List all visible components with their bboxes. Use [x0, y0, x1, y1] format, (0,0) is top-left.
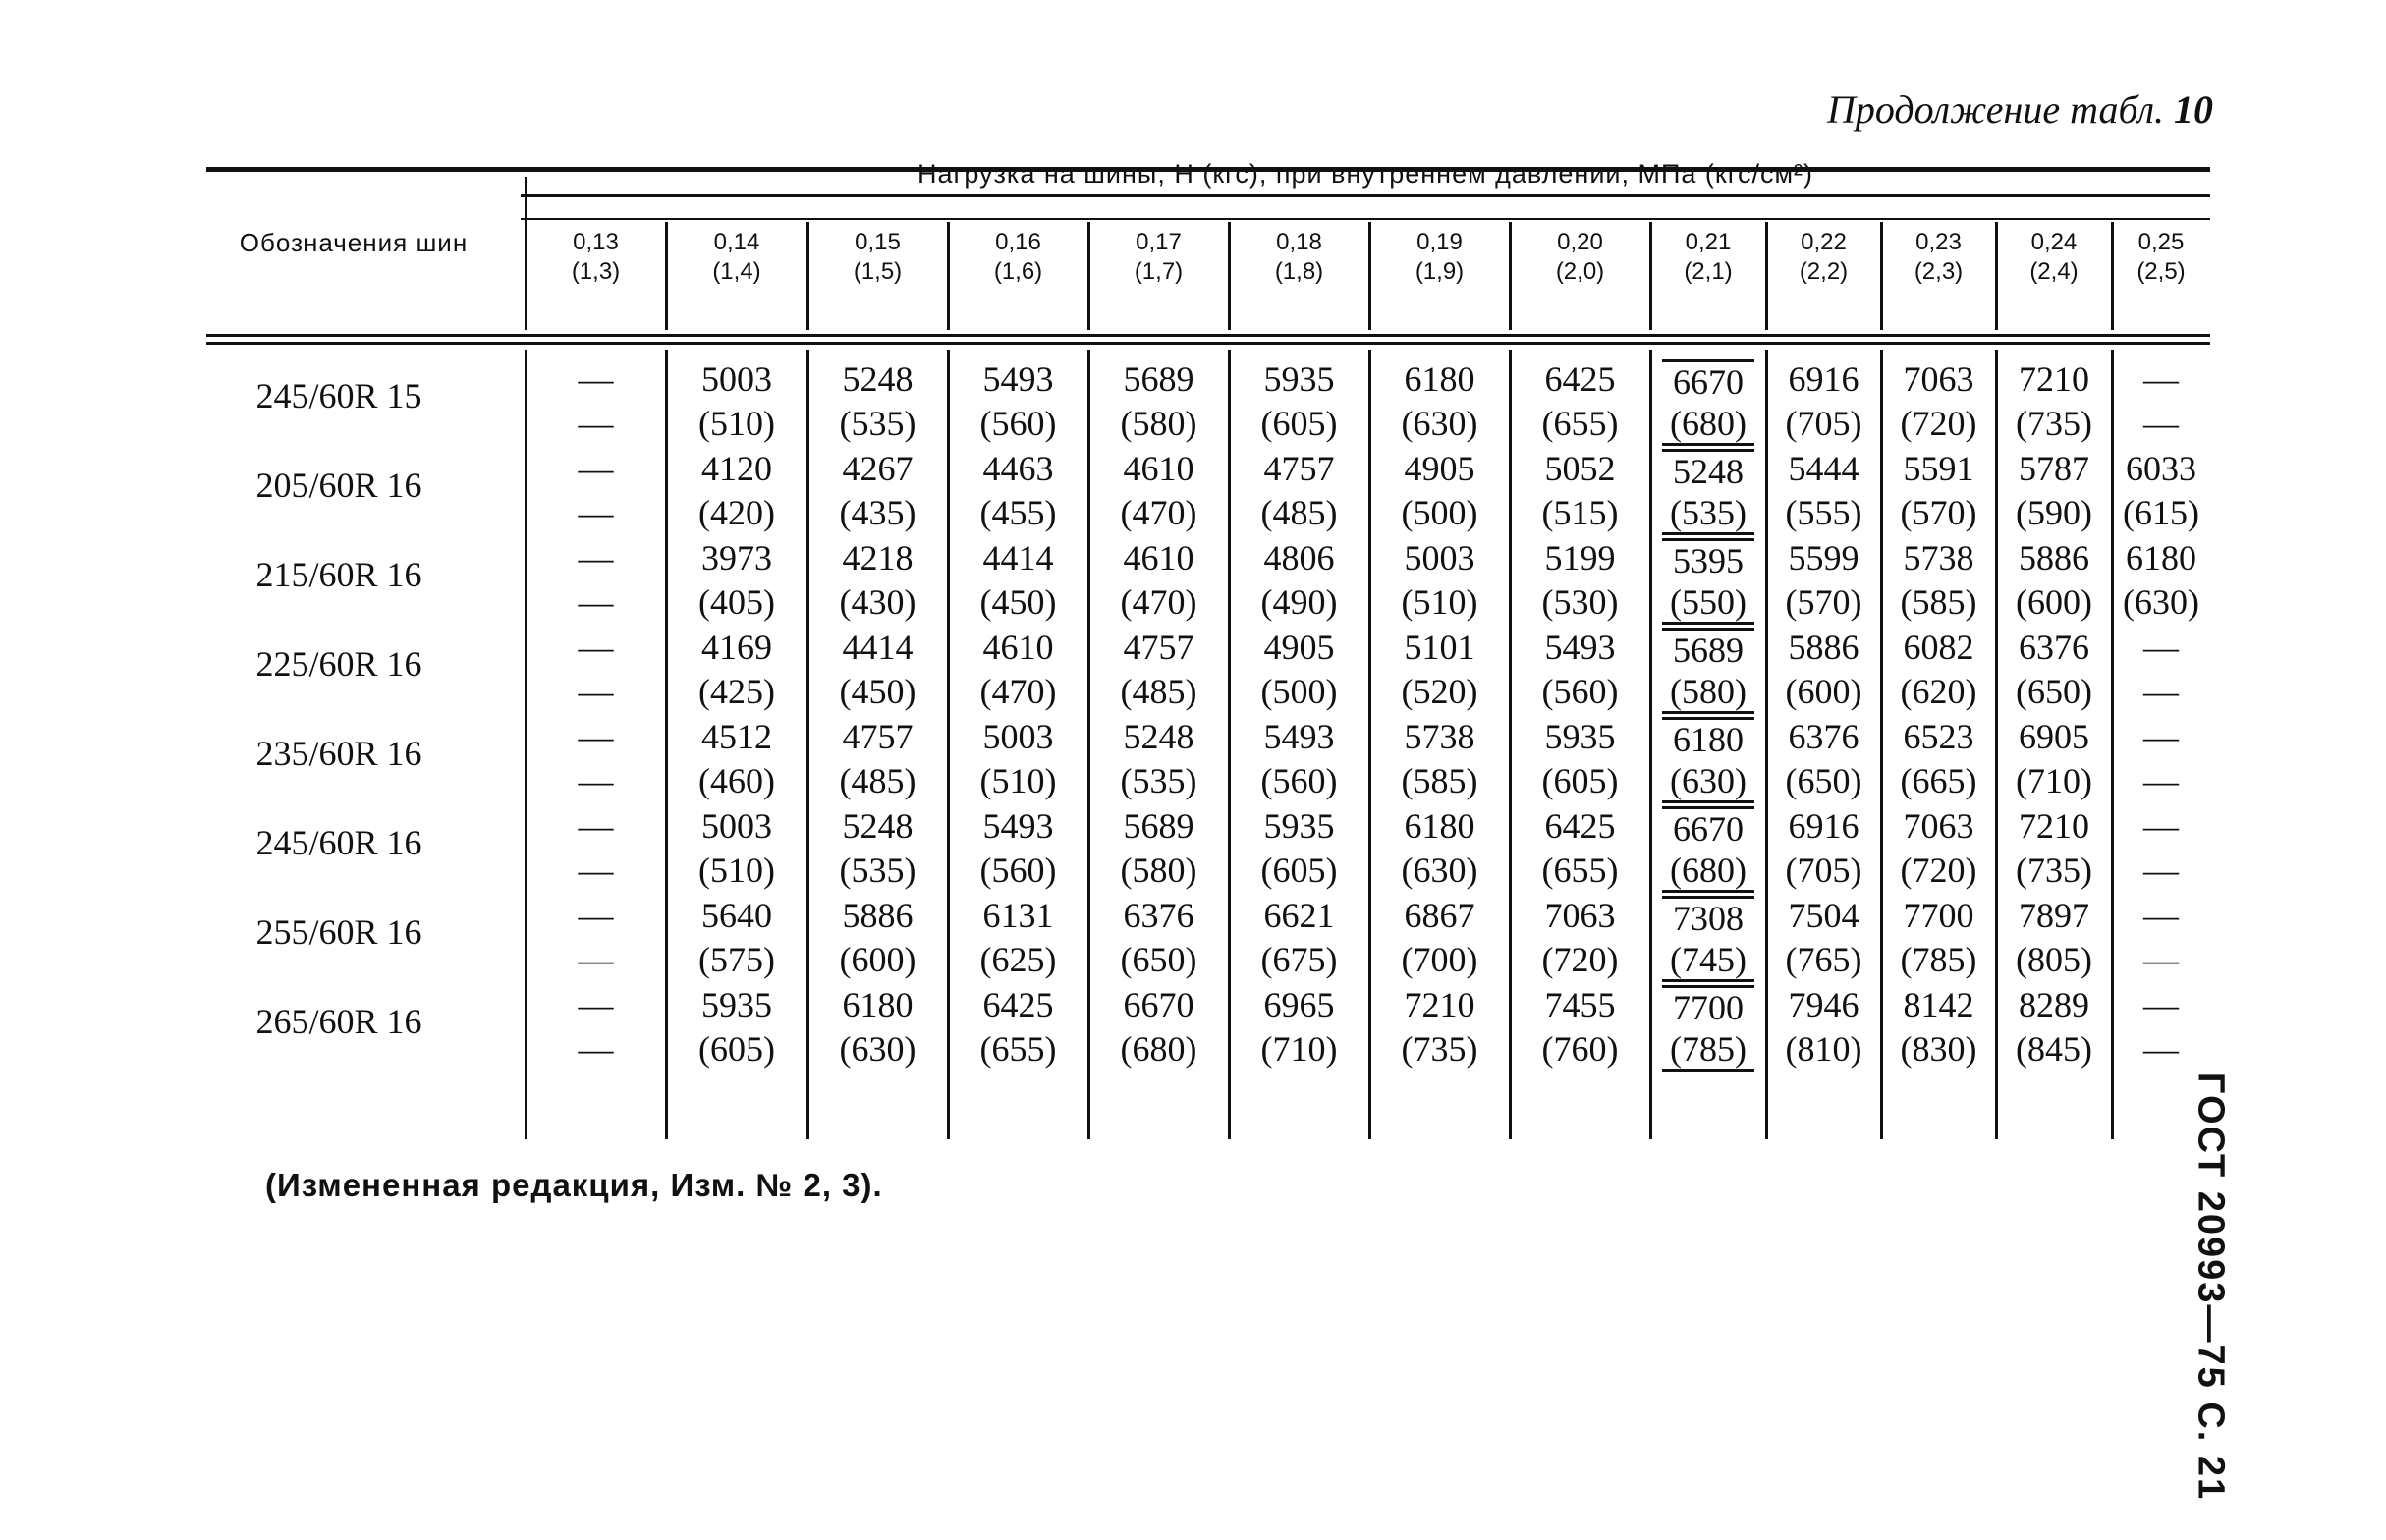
pressure-mpa: 0,18 [1276, 229, 1322, 255]
tire-designation: 215/60R 16 [255, 555, 422, 594]
load-value-newton: 7308 [1662, 896, 1754, 938]
load-value-newton: 5886 [1788, 628, 1859, 667]
load-value-kgf: (650) [2016, 672, 2092, 711]
load-value-newton: 6425 [982, 985, 1054, 1024]
load-value-newton: 4414 [982, 538, 1054, 578]
load-value-newton: 4267 [842, 449, 914, 488]
load-value-kgf: (485) [839, 761, 916, 800]
load-value-kgf: (720) [1900, 404, 1977, 443]
load-value-kgf: (420) [698, 493, 775, 532]
column-divider [806, 222, 809, 330]
load-value-newton: 4610 [1123, 538, 1194, 578]
load-value-kgf: — [2143, 1029, 2179, 1069]
load-value-kgf: (535) [839, 851, 916, 890]
pressure-mpa: 0,23 [1915, 229, 1962, 255]
load-value-kgf: (735) [2016, 851, 2092, 890]
load-value-kgf: (510) [1401, 582, 1478, 622]
load-value-kgf: (575) [698, 940, 775, 979]
load-value-newton: 8142 [1903, 985, 1974, 1024]
load-value-newton: — [2143, 985, 2179, 1024]
load-value-kgf: (510) [979, 761, 1057, 800]
pressure-kgf: (1,7) [1134, 258, 1184, 285]
group-header-rule [521, 194, 2210, 197]
load-value-newton: 5493 [982, 806, 1054, 846]
load-value-newton: 4463 [982, 449, 1054, 488]
load-value-kgf: (785) [1662, 1029, 1754, 1072]
load-value-kgf: (585) [1401, 761, 1478, 800]
pressure-mpa: 0,16 [995, 229, 1041, 255]
load-value-newton: 8289 [2019, 985, 2089, 1024]
load-value-newton: 6180 [1404, 359, 1475, 399]
load-value-newton: 6180 [1662, 717, 1754, 759]
pressure-kgf: (1,8) [1274, 258, 1324, 285]
load-value-newton: 5787 [2019, 449, 2089, 488]
load-value-newton: — [578, 985, 614, 1024]
tire-designation-header: Обозначения шин [239, 228, 469, 257]
load-value-kgf: (830) [1900, 1029, 1977, 1069]
column-divider [1509, 222, 1512, 330]
load-value-newton: 6180 [842, 985, 914, 1024]
load-value-newton: 5689 [1123, 359, 1194, 399]
load-value-kgf: (535) [839, 404, 916, 443]
load-value-kgf: (680) [1662, 851, 1754, 893]
load-value-kgf: — [578, 1029, 614, 1069]
load-value-newton: 7946 [1788, 985, 1859, 1024]
load-value-kgf: (570) [1785, 582, 1862, 622]
load-value-newton: 6670 [1662, 806, 1754, 849]
load-value-kgf: (665) [1900, 761, 1977, 800]
load-value-newton: 5248 [842, 806, 914, 846]
load-value-kgf: (560) [979, 851, 1057, 890]
load-value-kgf: (675) [1260, 940, 1338, 979]
tire-designation: 255/60R 16 [255, 912, 422, 952]
pressure-header-cell [1766, 228, 1881, 287]
pressure-mpa: 0,19 [1416, 229, 1463, 255]
load-value-kgf: (460) [698, 761, 775, 800]
load-value-newton: 6180 [2126, 538, 2196, 578]
load-value-kgf: (655) [1541, 404, 1619, 443]
load-value-kgf: (845) [2016, 1029, 2092, 1069]
load-value-kgf: (805) [2016, 940, 2092, 979]
load-value-kgf: (710) [2016, 761, 2092, 800]
pressure-mpa: 0,13 [573, 229, 619, 255]
load-value-kgf: (625) [979, 940, 1057, 979]
load-value-kgf: (680) [1120, 1029, 1197, 1069]
load-value-newton: 4610 [1123, 449, 1194, 488]
continuation-text: Продолжение табл. [1827, 87, 2165, 132]
load-value-newton: — [578, 538, 614, 578]
load-value-newton: — [2143, 806, 2179, 846]
load-value-kgf: — [2143, 672, 2179, 711]
load-value-newton: — [2143, 628, 2179, 667]
load-value-kgf: (580) [1120, 851, 1197, 890]
load-value-newton: 4610 [982, 628, 1054, 667]
load-value-kgf: — [578, 761, 614, 800]
load-value-newton: 5493 [1544, 628, 1616, 667]
pressure-header-cell [1881, 228, 1996, 287]
load-value-kgf: (485) [1120, 672, 1197, 711]
load-value-newton: 4757 [1263, 449, 1335, 488]
load-value-kgf: (515) [1541, 493, 1619, 532]
load-value-kgf: (735) [1401, 1029, 1478, 1069]
load-value-newton: 6905 [2019, 717, 2089, 756]
load-value-newton: — [578, 717, 614, 756]
load-value-kgf: (650) [1785, 761, 1862, 800]
pressure-header-cell [948, 228, 1088, 287]
load-value-kgf: (455) [979, 493, 1057, 532]
load-value-kgf: (470) [1120, 493, 1197, 532]
load-value-kgf: (560) [979, 404, 1057, 443]
pressure-header-cell [1996, 228, 2112, 287]
load-value-newton: 5052 [1544, 449, 1616, 488]
load-value-kgf: — [578, 940, 614, 979]
load-value-kgf: (700) [1401, 940, 1478, 979]
column-divider [1228, 222, 1231, 330]
load-value-kgf: (470) [979, 672, 1057, 711]
load-value-newton: 5886 [842, 896, 914, 935]
pressure-kgf: (2,3) [1914, 258, 1964, 285]
load-value-kgf: (500) [1401, 493, 1478, 532]
pressure-mpa: 0,22 [1801, 229, 1847, 255]
load-value-kgf: — [578, 851, 614, 890]
load-value-newton: — [2143, 896, 2179, 935]
load-value-kgf: (590) [2016, 493, 2092, 532]
load-value-kgf: (580) [1120, 404, 1197, 443]
pressure-header-cell [1510, 228, 1650, 287]
load-value-newton: — [578, 359, 614, 399]
load-value-kgf: (570) [1900, 493, 1977, 532]
load-value-kgf: (510) [698, 404, 775, 443]
load-value-newton: 4757 [1123, 628, 1194, 667]
load-value-kgf: (630) [2123, 582, 2199, 622]
column-divider [1995, 222, 1998, 330]
load-value-kgf: (560) [1260, 761, 1338, 800]
load-group-header: Нагрузка на шины, Н (кгс), при внутреннем давлении, МПа (кгс/см²) [916, 159, 1814, 189]
load-value-kgf: — [578, 404, 614, 443]
table-continuation-label [1827, 86, 2213, 133]
load-value-newton: 5935 [701, 985, 772, 1024]
load-value-newton: 6670 [1123, 985, 1194, 1024]
load-value-newton: 6670 [1662, 359, 1754, 402]
load-value-kgf: (605) [1260, 851, 1338, 890]
pressure-kgf: (1,9) [1415, 258, 1465, 285]
load-value-kgf: (720) [1541, 940, 1619, 979]
pressure-kgf: (2,1) [1684, 258, 1733, 285]
load-value-newton: 5599 [1788, 538, 1859, 578]
load-value-newton: 5395 [1662, 538, 1754, 580]
load-value-kgf: (630) [1662, 761, 1754, 803]
column-divider [1649, 222, 1652, 330]
pressure-header-cell [1088, 228, 1229, 287]
load-value-newton: 5248 [842, 359, 914, 399]
load-value-newton: — [578, 449, 614, 488]
load-value-kgf: (470) [1120, 582, 1197, 622]
load-value-newton: 4120 [701, 449, 772, 488]
load-value-kgf: (680) [1662, 404, 1754, 446]
load-value-kgf: (430) [839, 582, 916, 622]
load-value-newton: — [578, 628, 614, 667]
load-value-kgf: (605) [698, 1029, 775, 1069]
load-value-newton: 5248 [1123, 717, 1194, 756]
load-value-newton: 5886 [2019, 538, 2089, 578]
load-value-newton: 4512 [701, 717, 772, 756]
load-value-kgf: (705) [1785, 404, 1862, 443]
load-value-kgf: (630) [839, 1029, 916, 1069]
tire-designation: 225/60R 16 [255, 644, 422, 684]
load-value-kgf: (615) [2123, 493, 2199, 532]
load-value-newton: 4905 [1404, 449, 1475, 488]
load-value-newton: 4757 [842, 717, 914, 756]
header-bottom-rule-2 [206, 342, 2210, 345]
load-value-newton: 5591 [1903, 449, 1974, 488]
load-value-kgf: (535) [1120, 761, 1197, 800]
pressure-kgf: (1,6) [993, 258, 1043, 285]
tire-designation: 245/60R 15 [255, 376, 422, 415]
load-value-newton: 6867 [1404, 896, 1475, 935]
column-divider [1880, 222, 1883, 330]
load-value-kgf: (550) [1662, 582, 1754, 625]
tire-designation: 265/60R 16 [255, 1002, 422, 1041]
pressure-mpa: 0,15 [855, 229, 901, 255]
load-value-newton: 6965 [1263, 985, 1335, 1024]
load-value-newton: 7700 [1903, 896, 1974, 935]
load-value-newton: 6131 [982, 896, 1054, 935]
pressure-mpa: 0,24 [2030, 229, 2078, 255]
pressure-header-cell [1229, 228, 1369, 287]
load-value-newton: 6376 [1123, 896, 1194, 935]
load-value-kgf: (810) [1785, 1029, 1862, 1069]
load-value-kgf: (510) [698, 851, 775, 890]
load-value-kgf: (705) [1785, 851, 1862, 890]
load-value-kgf: (425) [698, 672, 775, 711]
load-value-kgf: (710) [1260, 1029, 1338, 1069]
load-value-kgf: (600) [2016, 582, 2092, 622]
header-bottom-rule-1 [206, 334, 2210, 337]
column-divider [947, 222, 950, 330]
load-value-newton: 5003 [701, 359, 772, 399]
load-value-newton: 5493 [982, 359, 1054, 399]
load-value-kgf: — [2143, 761, 2179, 800]
load-value-newton: 6425 [1544, 806, 1616, 846]
load-value-newton: 5101 [1404, 628, 1475, 667]
load-value-kgf: — [2143, 404, 2179, 443]
load-value-kgf: (535) [1662, 493, 1754, 535]
load-value-kgf: (735) [2016, 404, 2092, 443]
load-value-newton: — [578, 806, 614, 846]
pressure-header-cell [2112, 228, 2210, 287]
load-value-kgf: (600) [839, 940, 916, 979]
pressure-header-rule [521, 218, 2210, 220]
load-value-kgf: — [578, 672, 614, 711]
pressure-mpa: 0,14 [713, 229, 760, 255]
tire-designation: 235/60R 16 [255, 734, 422, 773]
load-value-kgf: (720) [1900, 851, 1977, 890]
load-value-kgf: (500) [1260, 672, 1338, 711]
load-value-kgf: (630) [1401, 404, 1478, 443]
pressure-mpa: 0,25 [2137, 229, 2185, 255]
load-value-newton: 5444 [1788, 449, 1859, 488]
load-value-kgf: (760) [1541, 1029, 1619, 1069]
load-value-newton: 7210 [2019, 806, 2089, 846]
load-value-newton: 5935 [1263, 806, 1335, 846]
pressure-kgf: (1,5) [853, 258, 903, 285]
load-value-kgf: (485) [1260, 493, 1338, 532]
load-value-kgf: (655) [979, 1029, 1057, 1069]
load-value-kgf: (605) [1541, 761, 1619, 800]
load-value-newton: 6376 [2019, 628, 2089, 667]
load-value-newton: 5738 [1903, 538, 1974, 578]
load-value-newton: 6621 [1263, 896, 1335, 935]
pressure-header-cell [1369, 228, 1510, 287]
pressure-mpa: 0,20 [1557, 229, 1603, 255]
pressure-kgf: (2,5) [2136, 258, 2186, 285]
pressure-header-cell [666, 228, 807, 287]
pressure-kgf: (2,2) [1799, 258, 1849, 285]
load-value-newton: 6082 [1903, 628, 1974, 667]
load-value-newton: — [578, 896, 614, 935]
load-value-kgf: (435) [839, 493, 916, 532]
load-value-newton: 7210 [1404, 985, 1475, 1024]
column-divider [1087, 222, 1090, 330]
load-value-newton: 4218 [842, 538, 914, 578]
load-value-newton: 5493 [1263, 717, 1335, 756]
load-value-newton: 5935 [1544, 717, 1616, 756]
load-value-kgf: (530) [1541, 582, 1619, 622]
pressure-kgf: (1,3) [571, 258, 621, 285]
load-value-newton: 7700 [1662, 985, 1754, 1027]
load-value-newton: 6916 [1788, 806, 1859, 846]
load-value-kgf: (490) [1260, 582, 1338, 622]
load-value-newton: 6180 [1404, 806, 1475, 846]
load-value-newton: 5935 [1263, 359, 1335, 399]
pressure-kgf: (2,4) [2029, 258, 2079, 285]
column-divider [665, 222, 668, 330]
load-value-newton: — [2143, 717, 2179, 756]
load-value-kgf: (580) [1662, 672, 1754, 714]
pressure-mpa: 0,17 [1136, 229, 1182, 255]
load-value-newton: 7063 [1903, 359, 1974, 399]
load-value-newton: 5689 [1662, 628, 1754, 670]
column-divider [2111, 222, 2114, 330]
pressure-header-cell [1650, 228, 1766, 287]
load-value-newton: 5199 [1544, 538, 1616, 578]
load-value-newton: 7063 [1544, 896, 1616, 935]
load-value-newton: 6916 [1788, 359, 1859, 399]
load-value-kgf: (655) [1541, 851, 1619, 890]
load-value-newton: 5003 [701, 806, 772, 846]
load-value-kgf: (745) [1662, 940, 1754, 982]
load-value-kgf: (520) [1401, 672, 1478, 711]
tire-designation: 205/60R 16 [255, 466, 422, 505]
load-value-newton: 3973 [701, 538, 772, 578]
load-value-kgf: (405) [698, 582, 775, 622]
load-value-kgf: (630) [1401, 851, 1478, 890]
load-value-newton: — [2143, 359, 2179, 399]
load-value-newton: 4806 [1263, 538, 1335, 578]
load-value-newton: 7063 [1903, 806, 1974, 846]
load-value-newton: 7504 [1788, 896, 1859, 935]
load-value-kgf: — [578, 582, 614, 622]
load-value-newton: 4905 [1263, 628, 1335, 667]
load-value-newton: 5738 [1404, 717, 1475, 756]
load-value-kgf: (560) [1541, 672, 1619, 711]
load-value-newton: 6425 [1544, 359, 1616, 399]
load-value-kgf: (555) [1785, 493, 1862, 532]
load-value-newton: 4169 [701, 628, 772, 667]
pressure-header-cell [526, 228, 666, 287]
column-divider [1765, 222, 1768, 330]
load-value-kgf: (650) [1120, 940, 1197, 979]
pressure-mpa: 0,21 [1685, 229, 1732, 255]
load-value-newton: 7210 [2019, 359, 2089, 399]
load-value-kgf: — [578, 493, 614, 532]
tire-designation: 245/60R 16 [255, 823, 422, 862]
load-value-kgf: — [2143, 940, 2179, 979]
load-value-kgf: (450) [839, 672, 916, 711]
load-value-newton: 4414 [842, 628, 914, 667]
load-value-kgf: (600) [1785, 672, 1862, 711]
table-number: 10 [2174, 87, 2214, 132]
column-divider [525, 177, 527, 330]
load-value-kgf: (450) [979, 582, 1057, 622]
pressure-header-cell [807, 228, 948, 287]
revision-note: (Измененная редакция, Изм. № 2, 3). [265, 1167, 883, 1203]
load-value-newton: 6376 [1788, 717, 1859, 756]
load-value-newton: 5003 [982, 717, 1054, 756]
load-value-newton: 6523 [1903, 717, 1974, 756]
load-value-kgf: — [2143, 851, 2179, 890]
load-value-newton: 7455 [1544, 985, 1616, 1024]
load-value-newton: 7897 [2019, 896, 2089, 935]
load-value-kgf: (605) [1260, 404, 1338, 443]
load-value-newton: 5640 [701, 896, 772, 935]
load-value-kgf: (765) [1785, 940, 1862, 979]
column-divider [1368, 222, 1371, 330]
load-value-newton: 5248 [1662, 449, 1754, 491]
load-value-newton: 6033 [2126, 449, 2196, 488]
load-value-newton: 5689 [1123, 806, 1194, 846]
load-value-kgf: (620) [1900, 672, 1977, 711]
pressure-kgf: (1,4) [712, 258, 761, 285]
load-value-kgf: (585) [1900, 582, 1977, 622]
load-value-newton: 5003 [1404, 538, 1475, 578]
pressure-kgf: (2,0) [1555, 258, 1605, 285]
standard-page-label: ГОСТ 20993—75 С. 21 [2190, 1072, 2232, 1502]
load-value-kgf: (785) [1900, 940, 1977, 979]
